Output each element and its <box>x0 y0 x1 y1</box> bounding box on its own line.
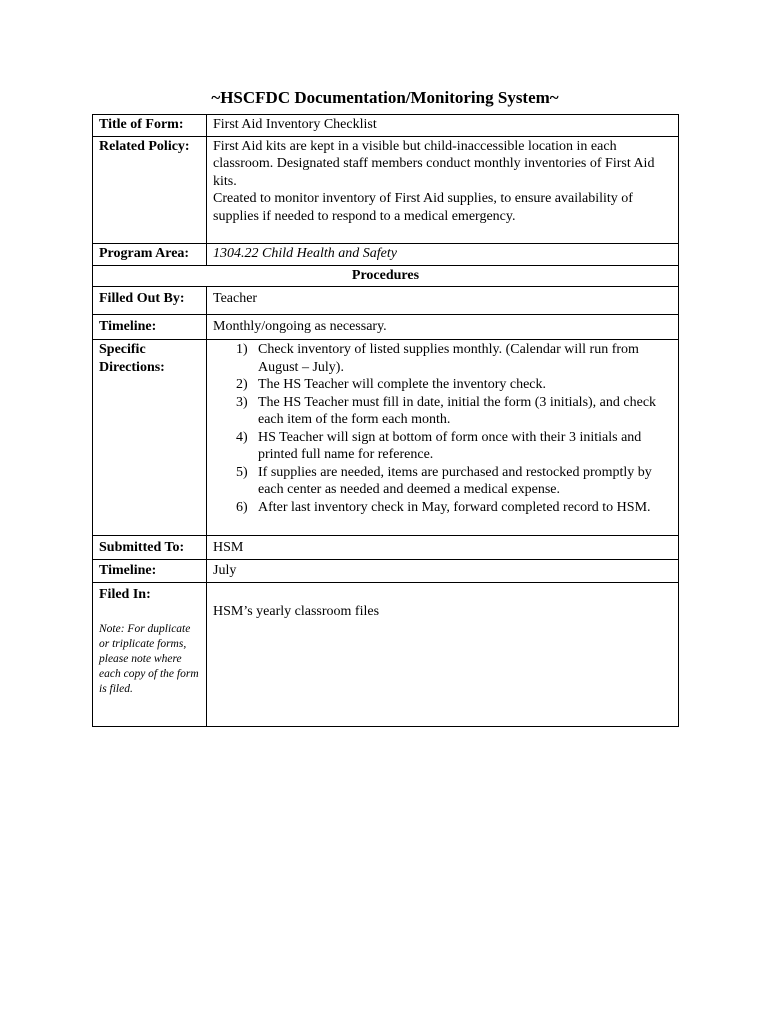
row-timeline-1 <box>93 314 679 340</box>
row-timeline-2 <box>93 559 679 583</box>
timeline-1-label: Timeline: <box>93 314 207 340</box>
filed-in-cell <box>93 583 207 727</box>
direction-item: Check inventory of listed supplies monthly. (Calendar will run from August – July). <box>258 342 639 375</box>
direction-item: The HS Teacher must fill in date, initial the form (3 initials), and check each item of the form each month. <box>258 394 657 427</box>
direction-item: The HS Teacher will complete the inventory check. <box>258 377 546 392</box>
related-policy-paragraph-2: Created to monitor inventory of First Aid supplies, to ensure availability of supplies if needed to respond to a medical emergency. <box>213 191 633 224</box>
row-procedures-header <box>93 265 679 287</box>
program-area-value: 1304.22 Child Health and Safety <box>207 244 679 266</box>
filed-in-value-cell <box>207 583 679 727</box>
filled-out-by-value: Teacher <box>207 287 679 315</box>
timeline-2-label: Timeline: <box>93 559 207 583</box>
row-title-of-form <box>93 115 679 137</box>
related-policy-label: Related Policy: <box>93 136 207 244</box>
row-related-policy <box>93 136 679 244</box>
filed-in-note: Note: For duplicate or triplicate forms, please note where each copy of the form is filed. <box>99 622 199 695</box>
timeline-1-value: Monthly/ongoing as necessary. <box>207 314 679 340</box>
row-specific-directions <box>93 340 679 536</box>
program-area-label: Program Area: <box>93 244 207 266</box>
title-of-form-value: First Aid Inventory Checklist <box>207 115 679 137</box>
page-title: ~HSCFDC Documentation/Monitoring System~ <box>211 88 559 107</box>
filed-in-value: HSM’s yearly classroom files <box>213 604 380 619</box>
title-of-form-label: Title of Form: <box>93 115 207 137</box>
direction-item: After last inventory check in May, forward completed record to HSM. <box>258 499 651 515</box>
submitted-to-value: HSM <box>207 536 679 560</box>
row-program-area <box>93 244 679 266</box>
directions-list <box>213 341 672 516</box>
related-policy-paragraph-1: First Aid kits are kept in a visible but child-inaccessible location in each classroom. Designated staff members conduct monthly inventories of First Aid kits. <box>213 138 655 189</box>
direction-item: If supplies are needed, items are purchased and restocked promptly by each center as needed and deemed a medical expense. <box>258 464 652 497</box>
related-policy-value <box>207 136 679 244</box>
direction-item: HS Teacher will sign at bottom of form once with their 3 initials and printed full name for reference. <box>258 429 642 462</box>
specific-directions-label: Specific Directions: <box>93 340 207 536</box>
filed-in-label: Filed In: <box>99 587 151 602</box>
filled-out-by-label: Filled Out By: <box>93 287 207 315</box>
submitted-to-label: Submitted To: <box>93 536 207 560</box>
row-filed-in <box>93 583 679 727</box>
form-table <box>92 114 679 727</box>
timeline-2-value: July <box>207 559 679 583</box>
specific-directions-value <box>207 340 679 536</box>
procedures-header: Procedures <box>93 265 679 287</box>
row-filled-out-by <box>93 287 679 315</box>
row-submitted-to <box>93 536 679 560</box>
